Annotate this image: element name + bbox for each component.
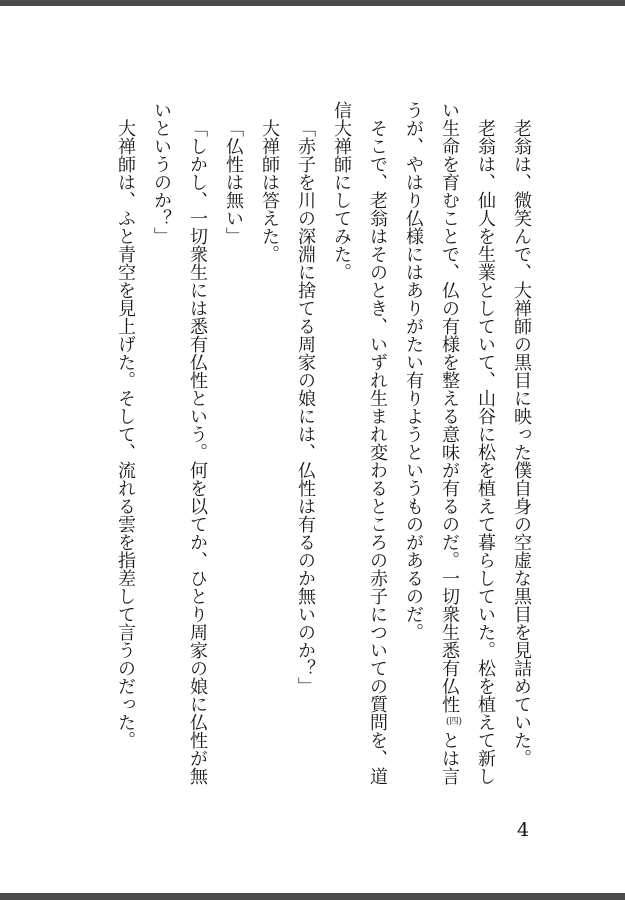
paragraph	[251, 101, 287, 801]
text-line: いというのか？」	[151, 101, 172, 245]
line-text: い生命を育むことで、仏の有様を整える意味が有るのだ。一切衆生悉有仏性	[439, 101, 460, 713]
text-line: 信大禅師にしてみた。	[331, 101, 352, 281]
top-bar	[0, 0, 625, 6]
text-line: 「しかし、一切衆生には悉有仏性という。何を以てか、ひとり周家の娘に仏性が無	[187, 119, 208, 785]
paragraph	[323, 101, 395, 801]
text-line: 「仏性は無い」	[223, 119, 244, 245]
page-number: 4	[516, 819, 530, 841]
page-body	[107, 101, 539, 801]
bottom-bar	[0, 893, 625, 900]
text-line: 大禅師は、ふと青空を見上げた。そして、流れる雲を指差して言うのだった。	[115, 119, 136, 749]
text-line: 老翁は、微笑んで、大禅師の黒目に映った僕自身の空虚な黒目を見詰めていた。	[511, 119, 532, 767]
text-line: 大禅師は答えた。	[259, 119, 280, 263]
paragraph	[395, 101, 503, 801]
paragraph	[143, 101, 215, 801]
text-line: 老翁は、仙人を生業としていて、山谷に松を植えて暮らしていた。松を植えて新し	[475, 119, 496, 785]
paragraph	[107, 101, 143, 801]
text-line: うが、やはり仏様にはありがたい有りようというものがあるのだ。	[403, 101, 424, 641]
line-text-tail: とは言	[439, 731, 460, 785]
text-line: そこで、老翁はそのとき、いずれ生まれ変わるところの赤子についての質問を、道	[367, 119, 388, 785]
note-reference: (四)	[445, 717, 463, 727]
text-line: 「赤子を川の深淵に捨てる周家の娘には、仏性は有るのか無いのか？」	[295, 119, 316, 695]
paragraph	[503, 101, 539, 801]
paragraph	[287, 101, 323, 801]
text-line	[431, 101, 467, 801]
paragraph	[215, 101, 251, 801]
